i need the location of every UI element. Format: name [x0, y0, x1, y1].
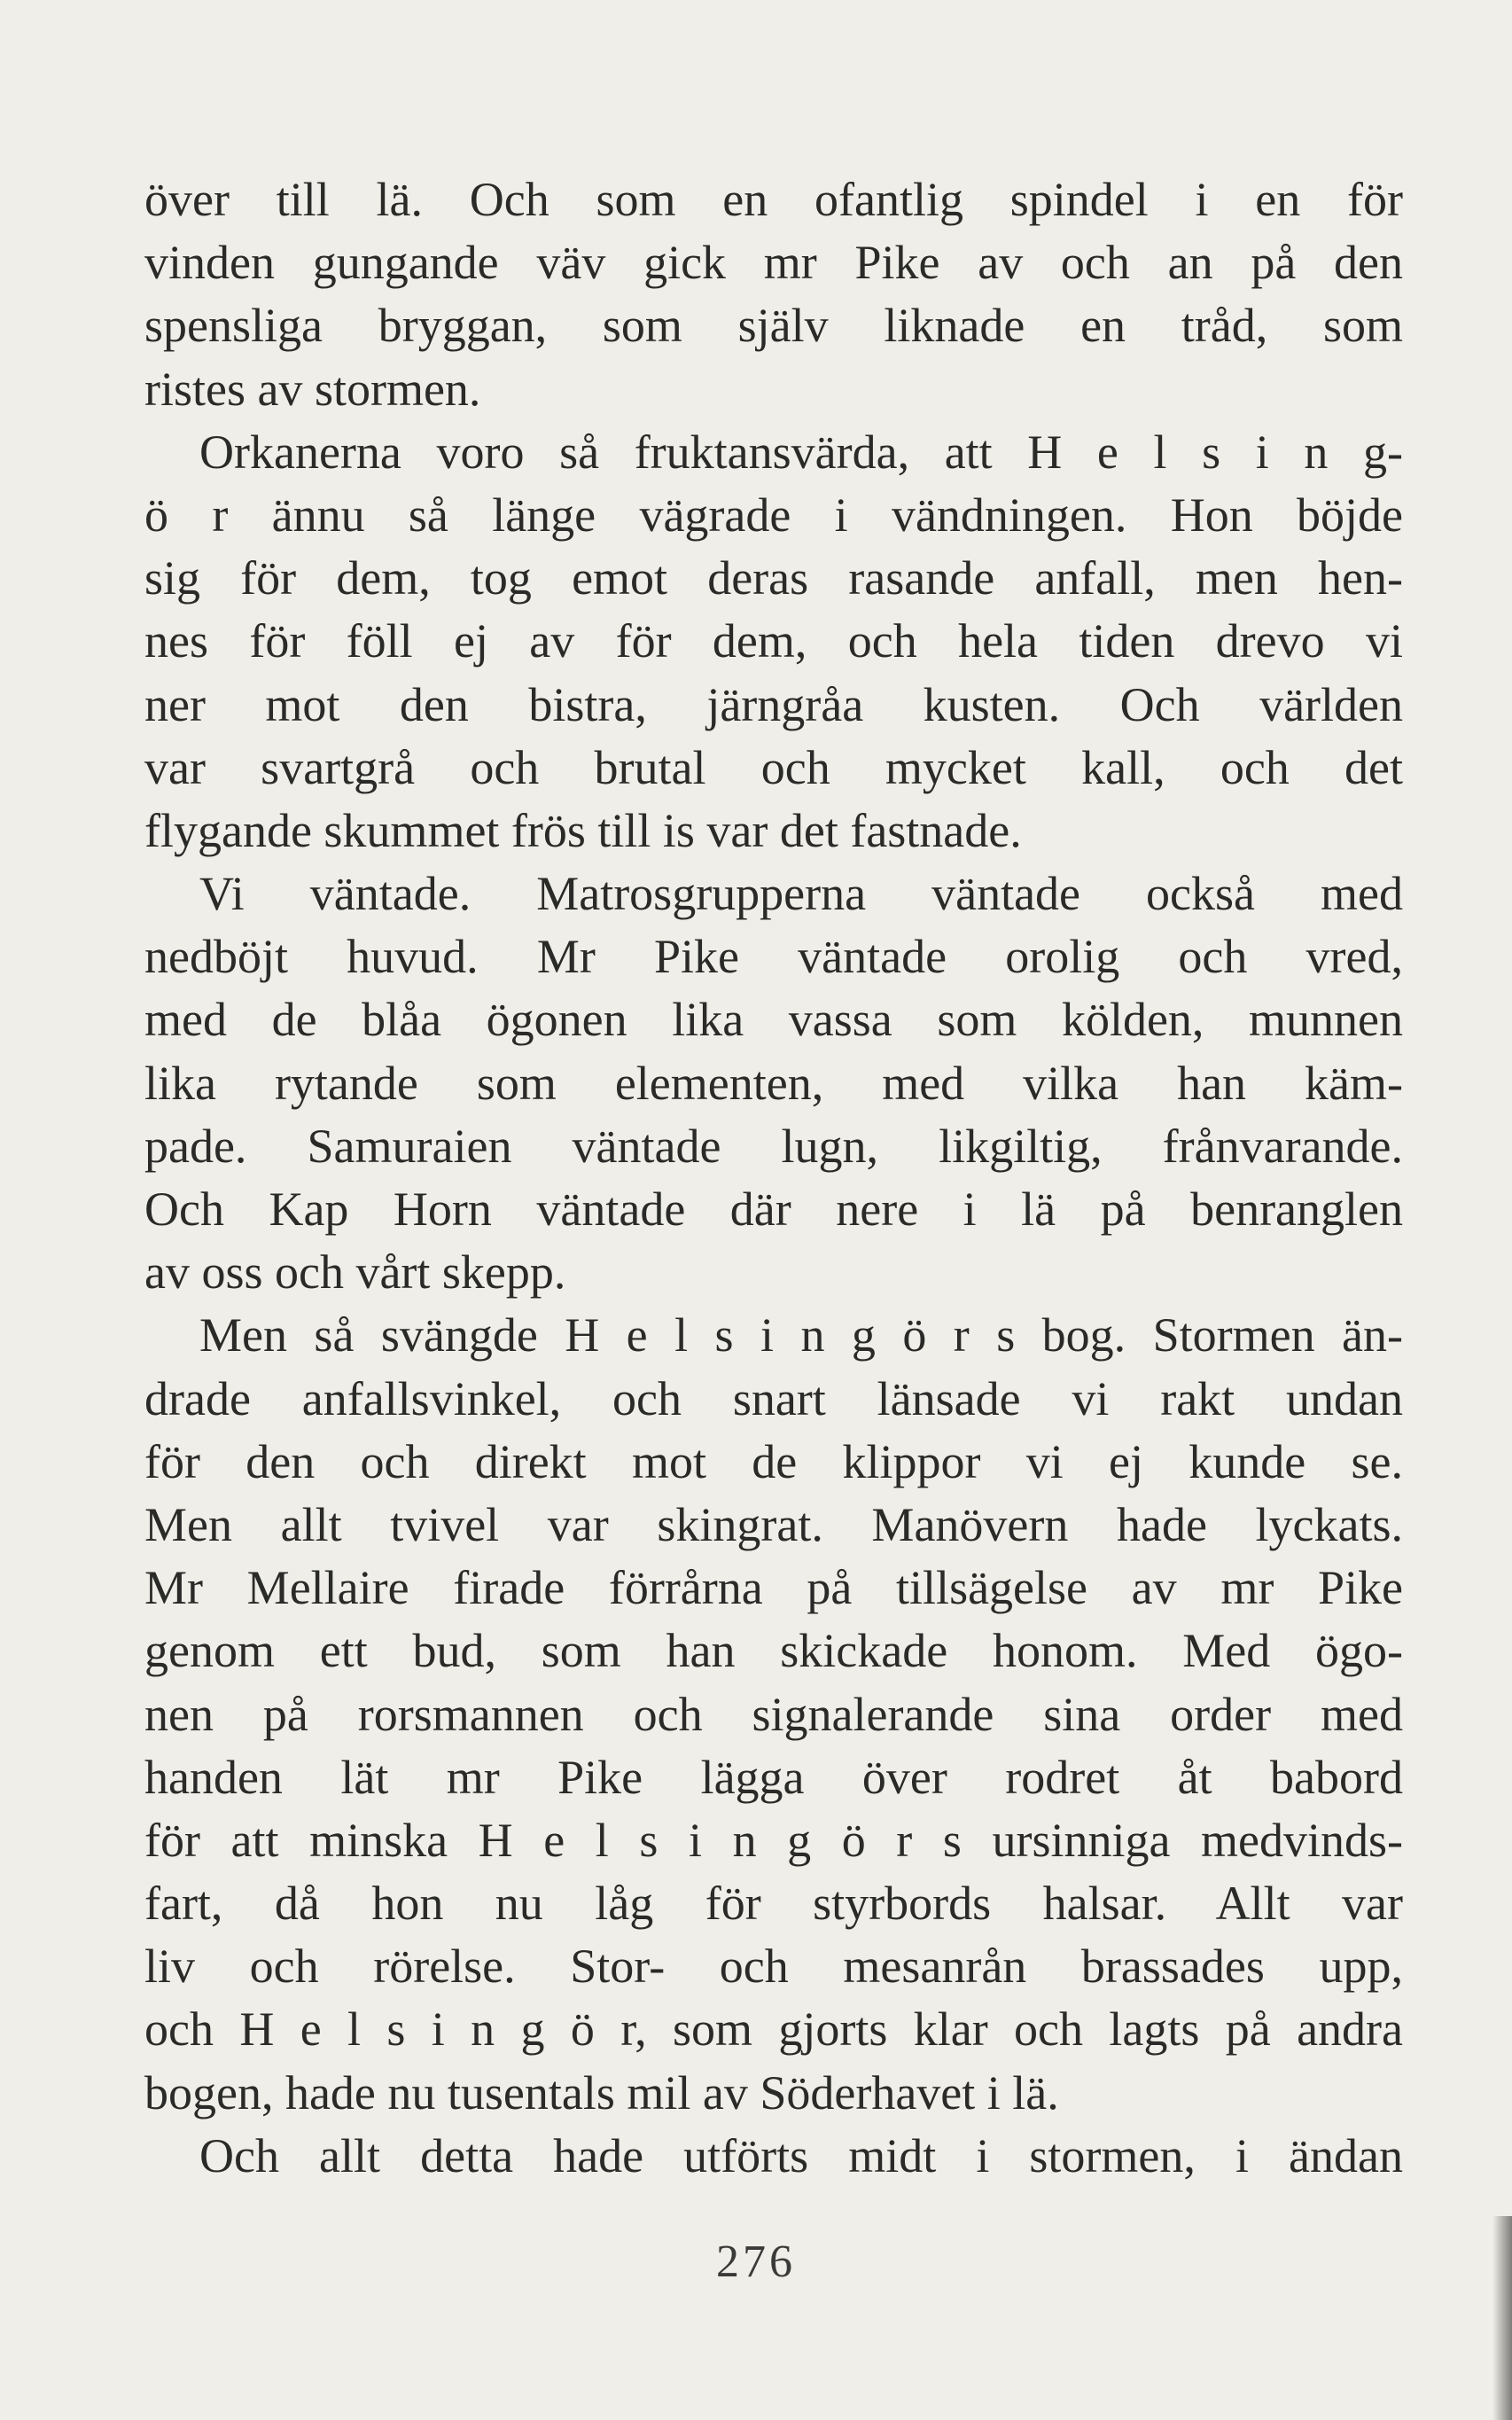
text-line: sig för dem, tog emot deras rasande anfall, men hen-	[144, 551, 1403, 605]
text-line: drade anfallsvinkel, och snart länsade vi rakt undan	[144, 1371, 1403, 1425]
text-line: och H e l s i n g ö r, som gjorts klar och lagts på andra	[144, 2002, 1403, 2057]
text-line: nes för föll ej av för dem, och hela tiden drevo vi	[144, 614, 1403, 668]
text-line: av oss och vårt skepp.	[144, 1245, 566, 1300]
text-line: Och allt detta hade utförts midt i stormen, i ändan	[199, 2128, 1403, 2182]
text-line: med de blåa ögonen lika vassa som kölden, munnen	[144, 993, 1403, 1047]
text-line: var svartgrå och brutal och mycket kall, och det	[144, 740, 1403, 794]
text-line: Mr Mellaire firade förrårna på tillsägelse av mr Pike	[144, 1561, 1403, 1615]
text-line: fart, då hon nu låg för styrbords halsar. Allt var	[144, 1877, 1403, 1931]
text-line: ner mot den bistra, järngråa kusten. Och världen	[144, 677, 1403, 731]
text-line: Men allt tvivel var skingrat. Manövern hade lyckats.	[144, 1497, 1403, 1551]
text-line: nedböjt huvud. Mr Pike väntade orolig och vred,	[144, 930, 1403, 984]
text-line: för att minska H e l s i n g ö r s ursinniga medvinds-	[144, 1813, 1403, 1867]
text-line: genom ett bud, som han skickade honom. Med ögo-	[144, 1624, 1403, 1678]
text-line: Men så svängde H e l s i n g ö r s bog. Stormen än-	[199, 1308, 1403, 1362]
text-line: för den och direkt mot de klippor vi ej kunde se.	[144, 1434, 1403, 1488]
text-line: liv och rörelse. Stor- och mesanrån brassades upp,	[144, 1940, 1403, 1994]
text-line: ö r ännu så länge vägrade i vändningen. Hon böjde	[144, 488, 1403, 542]
text-line: bogen, hade nu tusentals mil av Söderhavet i lä.	[144, 2065, 1059, 2119]
page-edge-shadow	[1493, 2216, 1512, 2420]
text-line: lika rytande som elementen, med vilka han käm-	[144, 1056, 1403, 1110]
text-line: pade. Samuraien väntade lugn, likgiltig, frånvarande.	[144, 1119, 1403, 1173]
text-line: vinden gungande väv gick mr Pike av och an på den	[144, 236, 1403, 290]
text-line: Vi väntade. Matrosgrupperna väntade också med	[199, 867, 1403, 921]
text-line: flygande skummet frös till is var det fastnade.	[144, 803, 1022, 857]
text-line: spensliga bryggan, som själv liknade en tråd, som	[144, 299, 1403, 353]
text-line: nen på rorsmannen och signalerande sina order med	[144, 1687, 1403, 1741]
text-line: Orkanerna voro så fruktansvärda, att H e l s i n g-	[199, 425, 1403, 479]
text-line: Och Kap Horn väntade där nere i lä på benranglen	[144, 1183, 1403, 1236]
page-number: 276	[716, 2237, 796, 2287]
text-line: handen lät mr Pike lägga över rodret åt babord	[144, 1750, 1403, 1804]
text-line: ristes av stormen.	[144, 362, 481, 416]
text-line: över till lä. Och som en ofantlig spindel i en för	[144, 173, 1403, 226]
body-text	[144, 168, 1403, 2188]
